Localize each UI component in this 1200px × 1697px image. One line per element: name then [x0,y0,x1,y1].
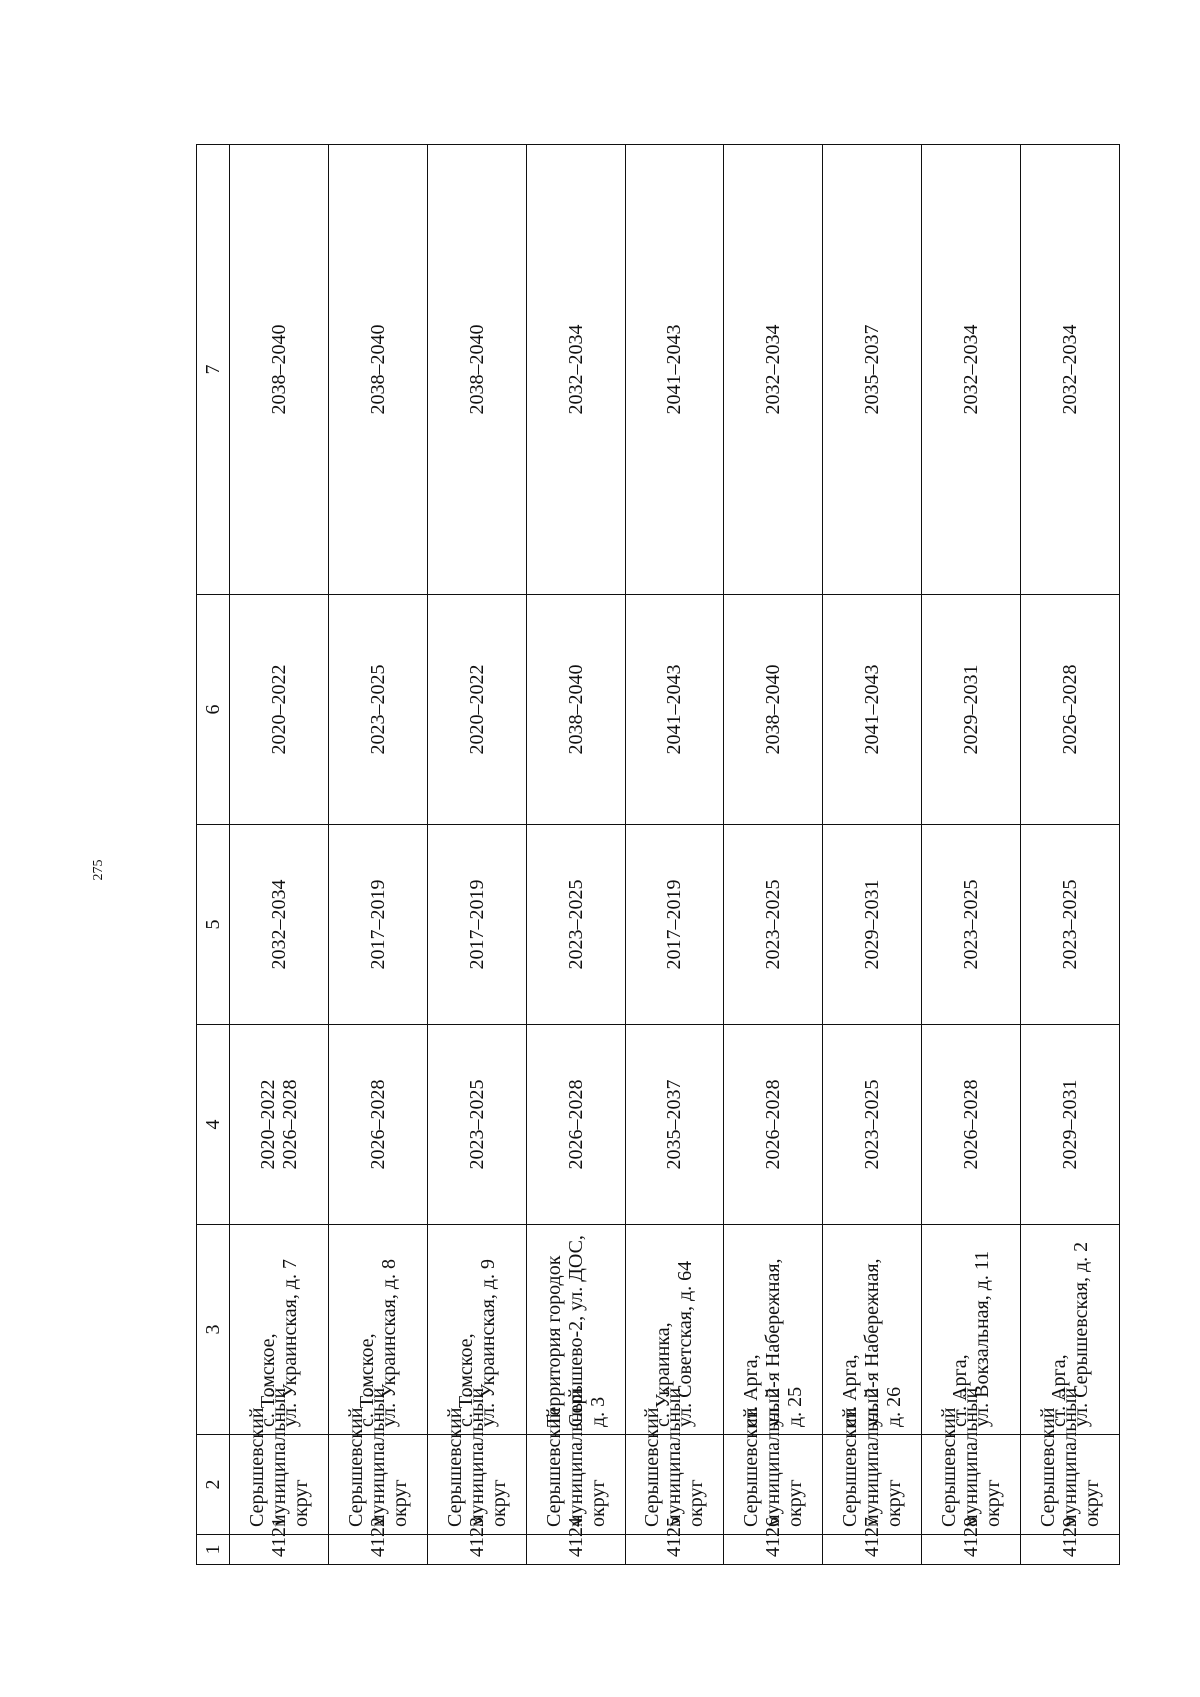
period-cell-4: 2023–2025 [427,1025,526,1225]
header-cell: 5 [197,825,230,1025]
table-container [196,145,1120,1565]
address-cell: ст. Арга, ул. Вокзальная, д. 11 [922,1225,1021,1435]
table-row [823,145,922,1565]
district-cell: Серышевский муниципальный округ [526,1435,625,1535]
address-cell: с. Украинка, ул. Советская, д. 64 [625,1225,724,1435]
header-cell: 3 [197,1225,230,1435]
period-cell-5: 2023–2025 [922,825,1021,1025]
header-row [197,145,230,1565]
district-cell: Серышевский муниципальный округ [229,1435,328,1535]
row-number-cell: 4123 [427,1535,526,1565]
period-cell-7: 2032–2034 [526,145,625,595]
period-cell-7: 2041–2043 [625,145,724,595]
period-cell-6: 2041–2043 [823,595,922,825]
table-row [229,145,328,1565]
period-cell-6: 2041–2043 [625,595,724,825]
row-number-cell: 4127 [823,1535,922,1565]
period-cell-4: 2035–2037 [625,1025,724,1225]
header-cell: 7 [197,145,230,595]
period-cell-6: 2023–2025 [328,595,427,825]
period-cell-6: 2020–2022 [229,595,328,825]
period-cell-4: 2029–2031 [1021,1025,1120,1225]
period-cell-7: 2035–2037 [823,145,922,595]
period-cell-6: 2029–2031 [922,595,1021,825]
row-number-cell: 4125 [625,1535,724,1565]
district-cell: Серышевский муниципальный округ [823,1435,922,1535]
period-cell-6: 2038–2040 [526,595,625,825]
address-cell: Территория городок Серышево-2, ул. ДОС, д. 3 [526,1225,625,1435]
table-row [1021,145,1120,1565]
period-cell-6: 2026–2028 [1021,595,1120,825]
address-cell: ст. Арга, ул. 2-я Набережная, д. 26 [823,1225,922,1435]
header-cell: 2 [197,1435,230,1535]
period-cell-5: 2023–2025 [526,825,625,1025]
period-cell-7: 2032–2034 [922,145,1021,595]
period-cell-5: 2029–2031 [823,825,922,1025]
district-cell: Серышевский муниципальный округ [724,1435,823,1535]
district-cell: Серышевский муниципальный округ [625,1435,724,1535]
period-cell-5: 2017–2019 [328,825,427,1025]
period-cell-4: 2026–2028 [922,1025,1021,1225]
period-cell-7: 2038–2040 [328,145,427,595]
period-cell-6: 2038–2040 [724,595,823,825]
period-cell-7: 2038–2040 [229,145,328,595]
period-cell-5: 2023–2025 [1021,825,1120,1025]
period-cell-4: 2026–2028 [328,1025,427,1225]
period-cell-5: 2032–2034 [229,825,328,1025]
period-cell-4: 2026–2028 [526,1025,625,1225]
district-cell: Серышевский муниципальный округ [922,1435,1021,1535]
address-cell: с. Томское, ул. Украинская, д. 9 [427,1225,526,1435]
data-table [196,144,1120,1565]
header-cell: 6 [197,595,230,825]
district-cell: Серышевский муниципальный округ [1021,1435,1120,1535]
row-number-cell: 4122 [328,1535,427,1565]
row-number-cell: 4128 [922,1535,1021,1565]
district-cell: Серышевский муниципальный округ [427,1435,526,1535]
table-row [427,145,526,1565]
period-cell-4: 2020–2022 2026–2028 [229,1025,328,1225]
period-cell-5: 2023–2025 [724,825,823,1025]
table-row [922,145,1021,1565]
address-cell: с. Томское, ул. Украинская, д. 8 [328,1225,427,1435]
address-cell: с. Томское, ул. Украинская, д. 7 [229,1225,328,1435]
address-cell: ст. Арга, ул. 2-я Набережная, д. 25 [724,1225,823,1435]
period-cell-6: 2020–2022 [427,595,526,825]
row-number-cell: 4129 [1021,1535,1120,1565]
period-cell-5: 2017–2019 [625,825,724,1025]
period-cell-4: 2023–2025 [823,1025,922,1225]
period-cell-7: 2032–2034 [1021,145,1120,595]
period-cell-4: 2026–2028 [724,1025,823,1225]
row-number-cell: 4126 [724,1535,823,1565]
row-number-cell: 4121 [229,1535,328,1565]
address-cell: ст. Арга, ул. Серышевская, д. 2 [1021,1225,1120,1435]
period-cell-5: 2017–2019 [427,825,526,1025]
table-row [328,145,427,1565]
row-number-cell: 4124 [526,1535,625,1565]
table-row [724,145,823,1565]
period-cell-7: 2038–2040 [427,145,526,595]
header-cell: 1 [197,1535,230,1565]
table-row [526,145,625,1565]
page-number: 275 [91,859,106,881]
header-cell: 4 [197,1025,230,1225]
period-cell-7: 2032–2034 [724,145,823,595]
table-row [625,145,724,1565]
district-cell: Серышевский муниципальный округ [328,1435,427,1535]
